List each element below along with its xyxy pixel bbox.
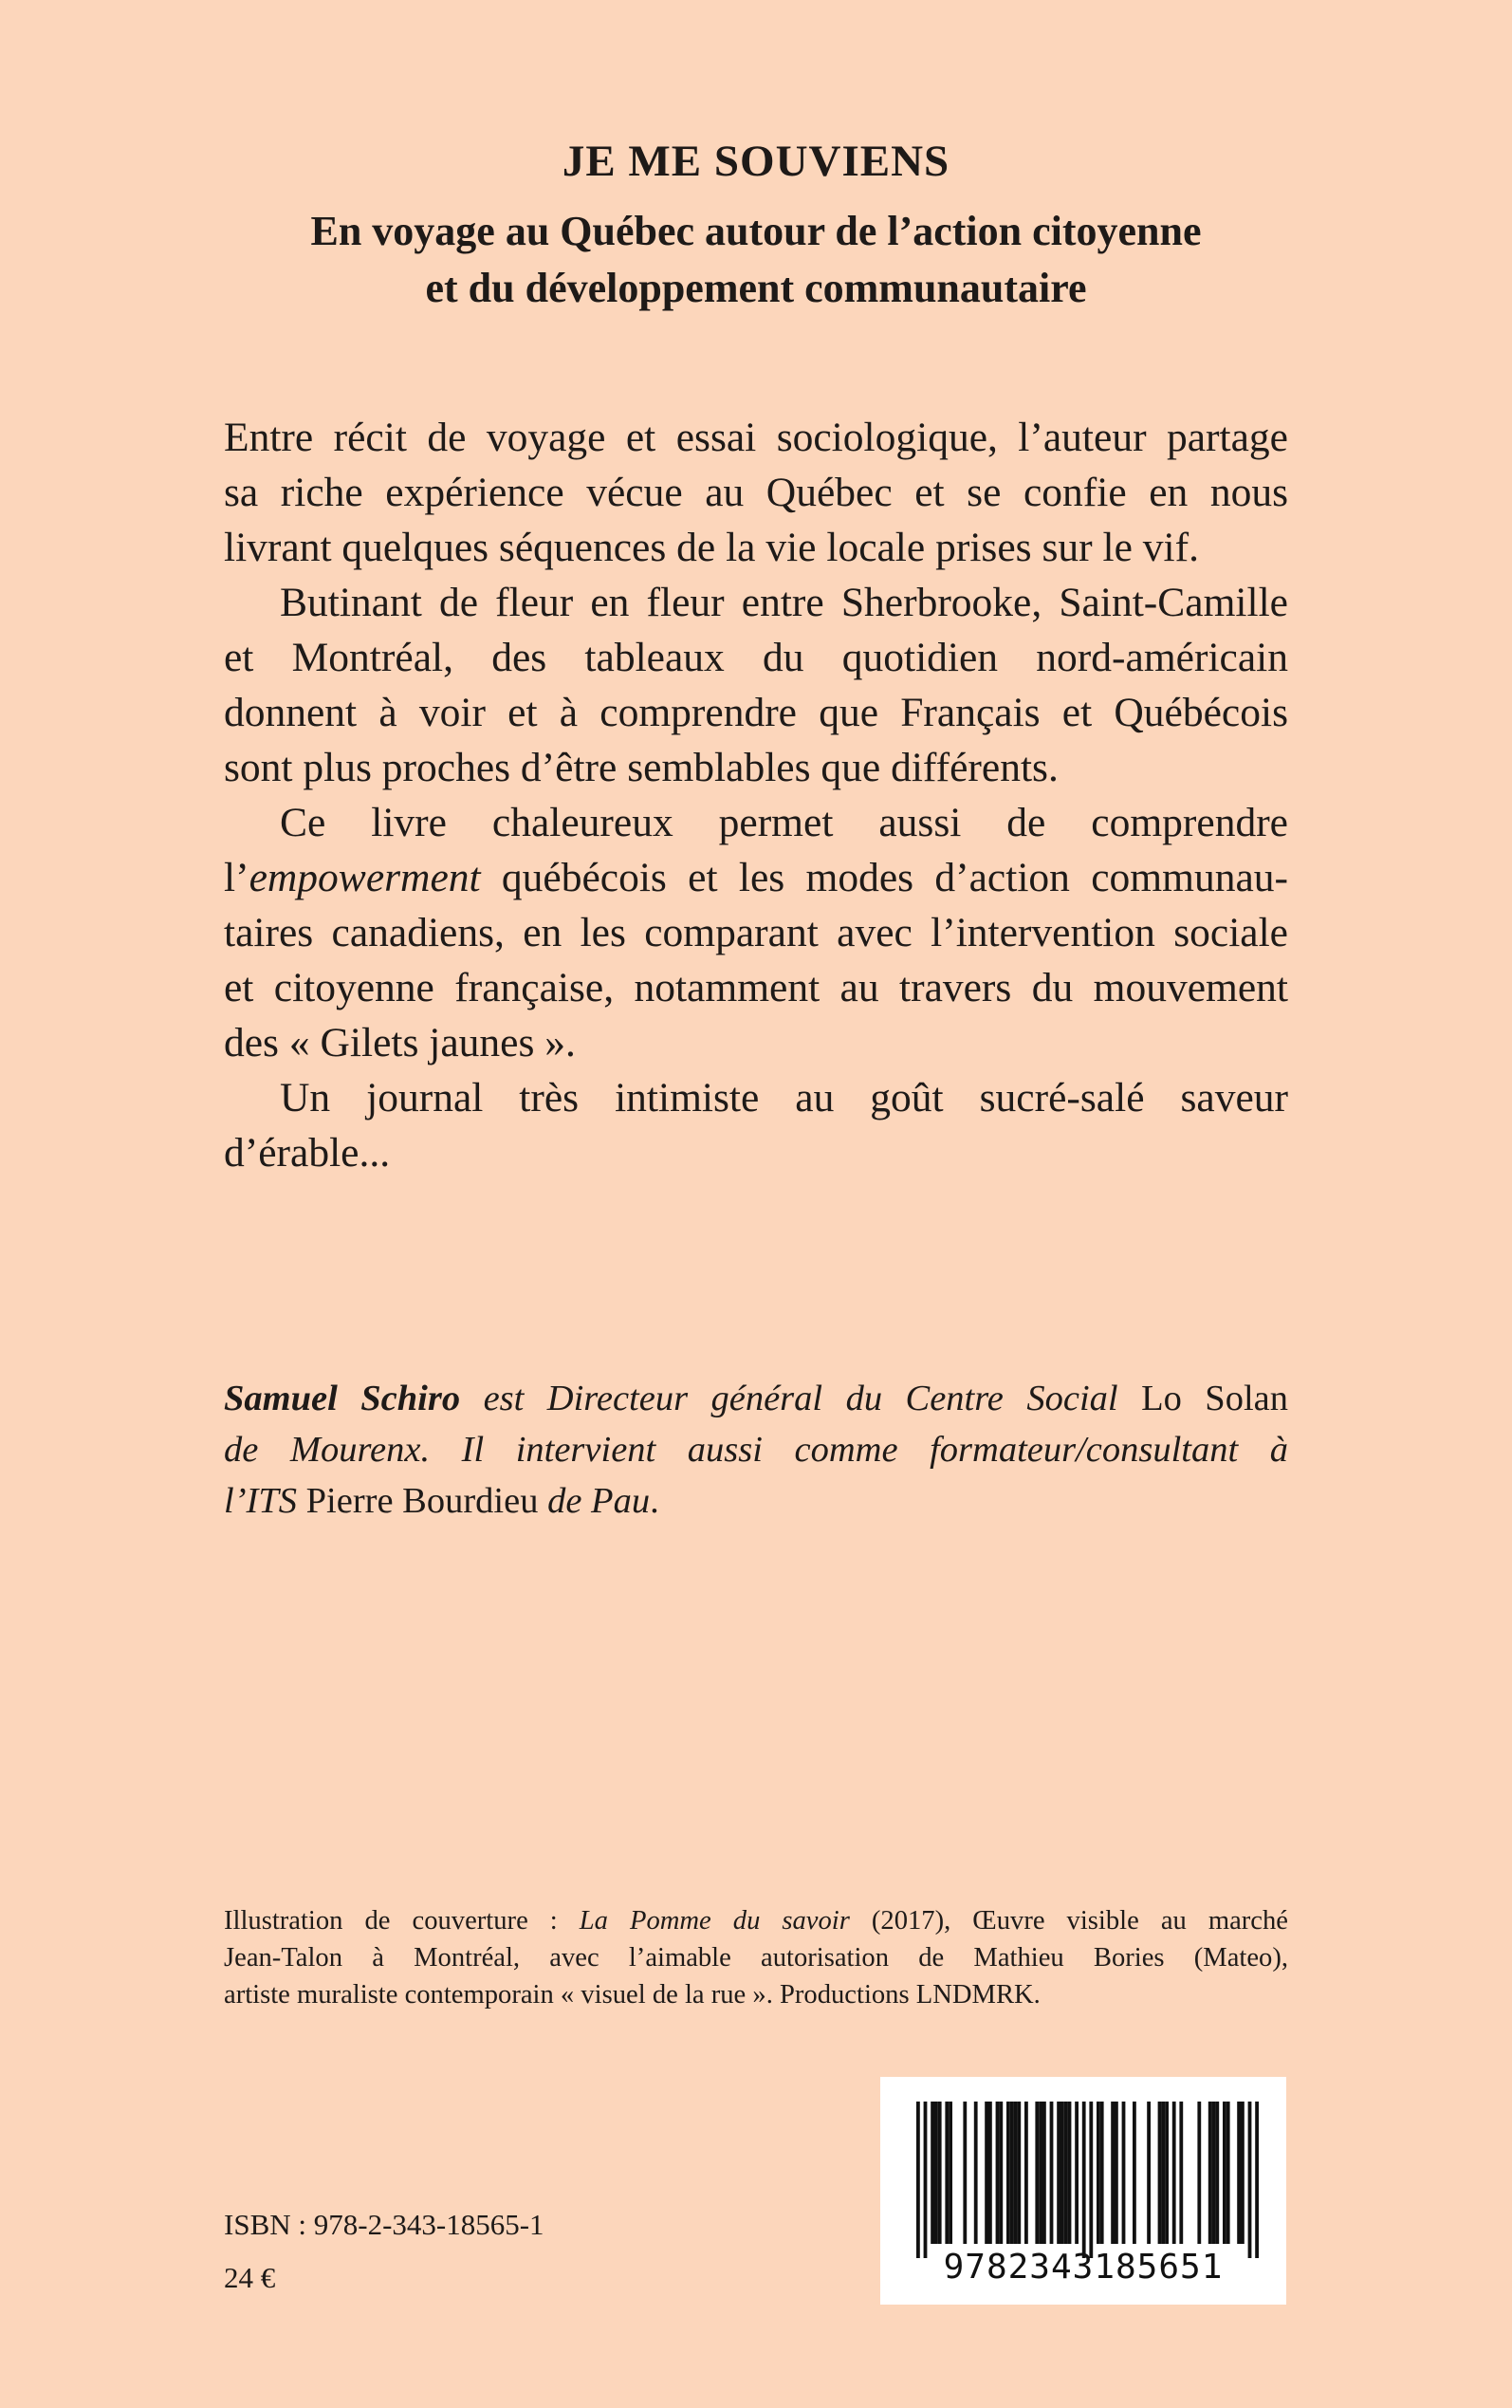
- barcode-bar: [938, 2102, 942, 2244]
- author-bio-text: .: [650, 1481, 659, 1521]
- barcode-bar: [1042, 2102, 1046, 2244]
- barcode-bar: [1115, 2102, 1118, 2244]
- barcode-bar: [1097, 2102, 1100, 2244]
- barcode-bar: [1111, 2102, 1115, 2244]
- barcode-bar: [1215, 2102, 1219, 2244]
- barcode-bar: [996, 2102, 1000, 2244]
- blurb-line: et citoyenne française, notamment au travers du mouvement: [224, 965, 1288, 1010]
- barcode-bar: [1212, 2102, 1216, 2244]
- isbn: ISBN : 978-2-343-18565-1: [224, 2208, 544, 2241]
- credit-line: artiste muraliste contemporain « visuel de la rue ». Productions LNDMRK.: [224, 1980, 1041, 2010]
- barcode-bar: [963, 2102, 967, 2244]
- barcode-bar: [1082, 2102, 1086, 2258]
- blurb: [224, 410, 1288, 1180]
- barcode-bar: [1050, 2102, 1054, 2244]
- credit-text: Illustration de couverture :: [224, 1906, 580, 1936]
- author-bio-text: Lo Solan: [1141, 1379, 1288, 1418]
- barcode-bar: [1039, 2102, 1042, 2244]
- barcode-bar: [1100, 2102, 1104, 2244]
- barcode-bar: [1057, 2102, 1060, 2244]
- barcode-bar: [924, 2102, 928, 2258]
- author-bio: [224, 1373, 1288, 1527]
- blurb-line: livrant quelques séquences de la vie locale prises sur le vif.: [224, 525, 1199, 570]
- subtitle-line-1: En voyage au Québec autour de l’action citoyenne: [310, 208, 1202, 254]
- barcode-bar: [1089, 2102, 1093, 2258]
- author-bio-text: de Pau: [538, 1481, 651, 1521]
- book-title: JE ME SOUVIENS: [562, 137, 950, 186]
- author-bio-text: l’ITS: [224, 1481, 306, 1521]
- credit-line: [224, 1902, 1288, 1939]
- barcode-bar: [1197, 2102, 1201, 2244]
- barcode-bar: [931, 2102, 934, 2244]
- illustration-credit: [224, 1902, 1288, 2013]
- barcode-bar: [1122, 2102, 1126, 2244]
- blurb-line: d’érable...: [224, 1130, 391, 1176]
- barcode-bar: [1223, 2102, 1226, 2244]
- blurb-line: sont plus proches d’être semblables que différents.: [224, 745, 1059, 790]
- price: 24 €: [224, 2261, 276, 2294]
- blurb-line: taires canadiens, en les comparant avec l’intervention sociale: [224, 910, 1288, 955]
- barcode-bar: [934, 2102, 938, 2244]
- barcode-bar: [1179, 2102, 1183, 2244]
- blurb-line: Entre récit de voyage et essai sociologique, l’auteur partage: [224, 415, 1288, 460]
- barcode-bar: [945, 2102, 949, 2244]
- author-bio-line: [224, 1373, 1288, 1424]
- barcode-bar: [1248, 2102, 1252, 2258]
- blurb-line: Un journal très intimiste au goût sucré-salé saveur: [280, 1075, 1288, 1121]
- subtitle-line-2: et du développement communautaire: [425, 265, 1087, 311]
- barcode-bar: [1158, 2102, 1162, 2244]
- blurb-line: Butinant de fleur en fleur entre Sherbrooke, Saint-Camille: [280, 580, 1288, 625]
- barcode-bar: [1075, 2102, 1079, 2244]
- author-name: Samuel Schiro: [224, 1379, 461, 1418]
- empowerment-term: empowerment: [249, 855, 481, 900]
- barcode-bar: [1064, 2102, 1068, 2244]
- blurb-line: Ce livre chaleureux permet aussi de comprendre: [280, 800, 1288, 845]
- barcode-bar: [916, 2102, 920, 2258]
- barcode-digits: 9782343185651: [943, 2248, 1224, 2287]
- barcode-bar: [1165, 2102, 1169, 2244]
- author-bio-line: [224, 1475, 1288, 1527]
- barcode-bar: [1133, 2102, 1136, 2244]
- barcode-bar: [974, 2102, 978, 2244]
- barcode-bar: [1010, 2102, 1014, 2244]
- barcode-bar: [1006, 2102, 1010, 2244]
- barcode-bar: [985, 2102, 988, 2244]
- author-bio-text: est Directeur général du Centre Social: [460, 1379, 1142, 1418]
- blurb-text: québécois et les modes d’action communau-: [480, 855, 1288, 900]
- blurb-line: [224, 850, 1288, 905]
- barcode-bar: [1068, 2102, 1072, 2244]
- barcode-bar: [1255, 2102, 1259, 2258]
- barcode-bar: [1147, 2102, 1151, 2244]
- barcode-bar: [1161, 2102, 1165, 2244]
- barcode-bar: [1172, 2102, 1176, 2244]
- barcode-bar: [1035, 2102, 1039, 2244]
- barcode-bar: [999, 2102, 1003, 2244]
- barcode-bar: [949, 2102, 952, 2244]
- blurb-line: donnent à voir et à comprendre que Français et Québécois: [224, 690, 1288, 735]
- barcode-bar: [1024, 2102, 1028, 2244]
- credit-line: Jean-Talon à Montréal, avec l’aimable autorisation de Mathieu Bories (Mateo),: [224, 1943, 1288, 1973]
- blurb-text: l’: [224, 855, 249, 900]
- artwork-title: La Pomme du savoir: [579, 1906, 850, 1936]
- barcode-bar: [1060, 2102, 1064, 2244]
- barcode-bar: [1017, 2102, 1021, 2244]
- blurb-line: et Montréal, des tableaux du quotidien nord-américain: [224, 635, 1288, 680]
- author-bio-text: Pierre Bourdieu: [305, 1481, 539, 1521]
- credit-text: (2017), Œuvre visible au marché: [849, 1906, 1288, 1936]
- barcode-bar: [1014, 2102, 1018, 2244]
- barcode-bar: [988, 2102, 992, 2244]
- barcode-bar: [1226, 2102, 1230, 2244]
- blurb-line: des « Gilets jaunes ».: [224, 1020, 576, 1065]
- barcode-bar: [1237, 2102, 1241, 2244]
- barcode-bar: [1208, 2102, 1212, 2244]
- barcode: [880, 2077, 1286, 2305]
- blurb-line: sa riche expérience vécue au Québec et se confie en nous: [224, 470, 1288, 515]
- author-bio-line: de Mourenx. Il intervient aussi comme formateur/consultant à: [224, 1430, 1288, 1470]
- barcode-bar: [1241, 2102, 1245, 2244]
